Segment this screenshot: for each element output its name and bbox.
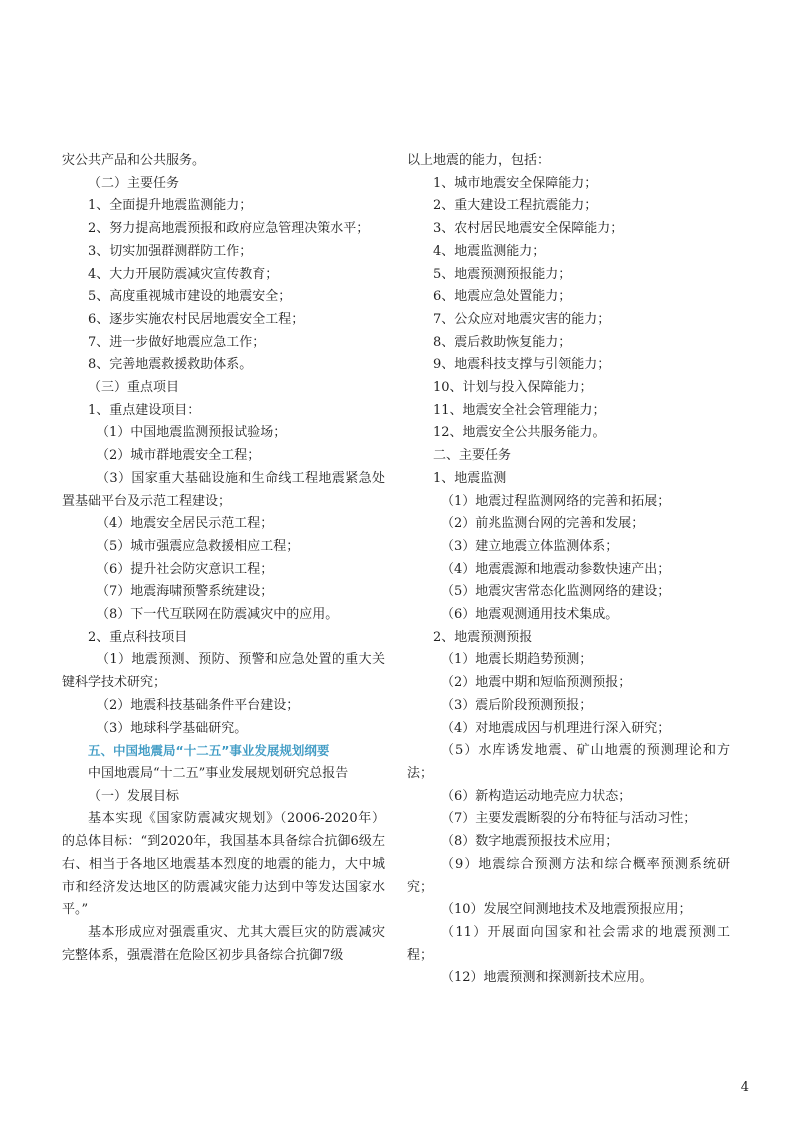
list-item: （3）国家重大基础设施和生命线工程地震紧急处置基础平台及示范工程建设； bbox=[62, 470, 385, 509]
list-item: 12、地震安全公共服务能力。 bbox=[433, 425, 606, 441]
list-item: 11、地震安全社会管理能力； bbox=[433, 402, 606, 418]
paragraph: 基本形成应对强震重灾、尤其大震巨灾的防震减灾完整体系，强震潜在危险区初步具备综合抗御7级 bbox=[62, 924, 385, 963]
page-number: 4 bbox=[740, 1080, 749, 1095]
list-item: （1）地震过程监测网络的完善和拓展； bbox=[441, 493, 671, 509]
list-item: 2、重大建设工程抗震能力； bbox=[433, 198, 598, 214]
list-item: （10）发展空间测地技术及地震预报应用； bbox=[441, 902, 692, 918]
text-line: 灾公共产品和公共服务。 bbox=[62, 153, 206, 168]
list-item: 4、地震监测能力； bbox=[433, 243, 546, 259]
list-item: 1、城市地震安全保障能力； bbox=[433, 175, 598, 191]
list-item: （3）地球科学基础研究。 bbox=[96, 720, 248, 736]
list-item: 6、逐步实施农村民居地震安全工程； bbox=[88, 311, 305, 327]
list-item: （3）建立地震立体监测体系； bbox=[441, 538, 619, 554]
list-item: （9）地震综合预测方法和综合概率预测系统研究； bbox=[407, 856, 730, 895]
list-item: 5、高度重视城市建设的地震安全； bbox=[88, 289, 292, 305]
list-item: 4、大力开展防震减灾宣传教育； bbox=[88, 266, 279, 282]
list-item: （2）地震科技基础条件平台建设； bbox=[96, 697, 300, 713]
list-item: 1、全面提升地震监测能力； bbox=[88, 198, 253, 214]
list-item: 7、公众应对地震灾害的能力； bbox=[433, 311, 611, 327]
list-item: （6）地震观测通用技术集成。 bbox=[441, 607, 619, 623]
list-item: （8）下一代互联网在防震减灾中的应用。 bbox=[96, 607, 339, 623]
list-item: 8、完善地震救援救助体系。 bbox=[88, 357, 253, 373]
list-item: 6、地震应急处置能力； bbox=[433, 289, 572, 305]
list-item: （5）水库诱发地震、矿山地震的预测理论和方法； bbox=[407, 743, 730, 781]
list-item: 5、地震预测预报能力； bbox=[433, 266, 572, 282]
section-heading: 二、主要任务 bbox=[433, 448, 512, 464]
list-item: （4）地震安全居民示范工程； bbox=[96, 516, 274, 532]
list-item: （12）地震预测和探测新技术应用。 bbox=[441, 970, 653, 986]
section-heading: （一）发展目标 bbox=[88, 788, 180, 804]
subsection-heading: 2、地震预测预报 bbox=[433, 629, 533, 645]
section-heading: （三）重点项目 bbox=[88, 380, 180, 396]
list-item: 7、进一步做好地震应急工作； bbox=[88, 334, 266, 350]
list-item: （11）开展面向国家和社会需求的地震预测工程； bbox=[407, 924, 730, 963]
text-line: 中国地震局“十二五”事业发展规划研究总报告 bbox=[88, 765, 349, 781]
list-item: （7）地震海啸预警系统建设； bbox=[96, 584, 274, 600]
list-item: （6）新构造运动地壳应力状态； bbox=[441, 788, 632, 804]
list-item: （1）地震预测、预防、预警和应急处置的重大关键科学技术研究； bbox=[62, 652, 385, 691]
left-column bbox=[62, 150, 385, 967]
text-line: 以上地震的能力，包括： bbox=[407, 153, 551, 168]
list-item: （6）提升社会防灾意识工程； bbox=[96, 561, 274, 577]
subsection-heading: 1、地震监测 bbox=[433, 470, 507, 486]
list-item: （4）对地震成因与机理进行深入研究； bbox=[441, 720, 671, 736]
list-item: 1、重点建设项目： bbox=[88, 402, 201, 418]
list-item: 10、计划与投入保障能力； bbox=[433, 380, 593, 396]
list-item: （2）城市群地震安全工程； bbox=[96, 448, 261, 464]
list-item: （2）前兆监测台网的完善和发展； bbox=[441, 516, 645, 532]
list-item: （2）地震中期和短临预测预报； bbox=[441, 675, 632, 691]
list-item: （5）地震灾害常态化监测网络的建设； bbox=[441, 584, 671, 600]
list-item: （3）震后阶段预测预报； bbox=[441, 697, 593, 713]
list-item: （1）地震长期趋势预测； bbox=[441, 652, 593, 668]
right-column bbox=[407, 150, 730, 990]
section-heading: （二）主要任务 bbox=[88, 175, 180, 191]
list-item: （4）地震震源和地震动参数快速产出； bbox=[441, 561, 671, 577]
list-item: （5）城市强震应急救援相应工程； bbox=[96, 538, 300, 554]
list-item: （7）主要发震断裂的分布特征与活动习性； bbox=[441, 811, 697, 827]
list-item: 8、震后救助恢复能力； bbox=[433, 334, 572, 350]
list-item: 3、切实加强群测群防工作； bbox=[88, 243, 253, 259]
list-item: 3、农村居民地震安全保障能力； bbox=[433, 221, 624, 237]
list-item: 2、努力提高地震预报和政府应急管理决策水平； bbox=[88, 221, 370, 237]
list-item: （8）数字地震预报技术应用； bbox=[441, 834, 619, 850]
list-item: （1）中国地震监测预报试验场； bbox=[96, 425, 287, 441]
list-item: 9、地震科技支撑与引领能力； bbox=[433, 357, 611, 373]
chapter-heading: 五、中国地震局“十二五”事业发展规划纲要 bbox=[88, 743, 330, 759]
list-item: 2、重点科技项目 bbox=[88, 629, 188, 645]
paragraph: 基本实现《国家防震减灾规划》（2006-2020年）的总体目标：“到2020年，我国基本具备综合抗御6级左右、相当于各地区地震基本烈度的地震的能力，大中城市和经济发达地区的防震减灾能力达到中等发达国家水平。” bbox=[62, 811, 385, 918]
